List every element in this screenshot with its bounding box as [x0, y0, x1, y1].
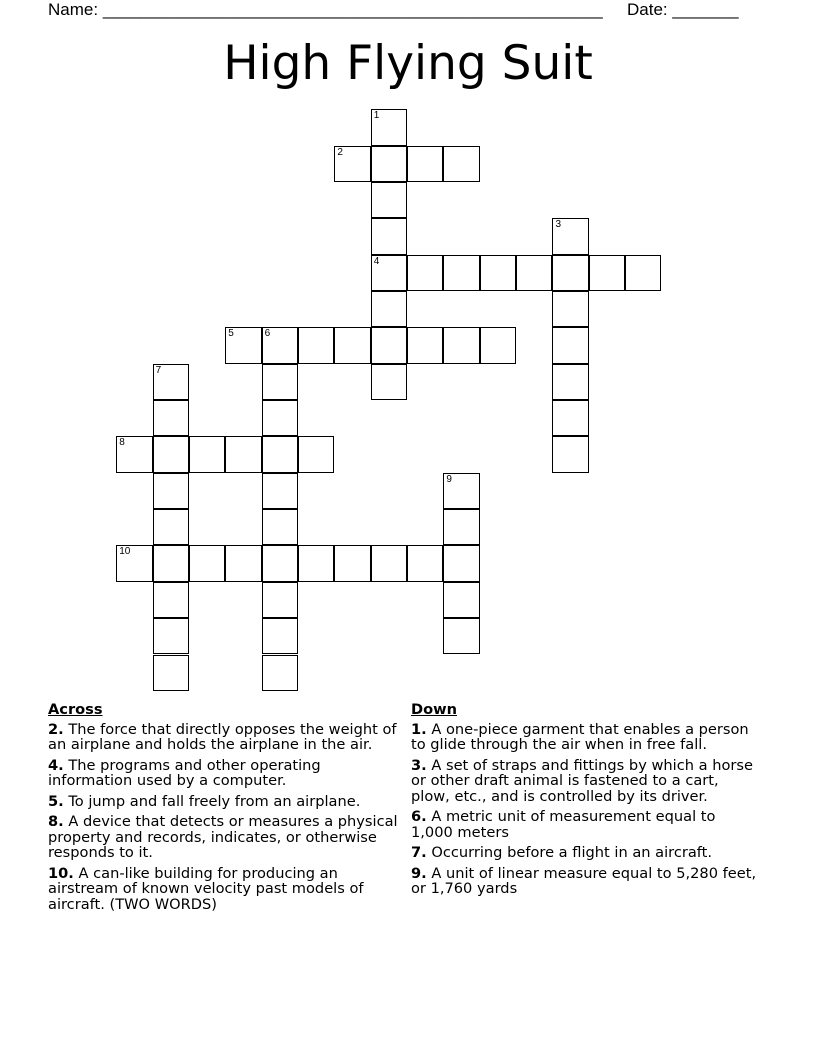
- grid-cell[interactable]: [407, 146, 443, 182]
- grid-cell[interactable]: [298, 545, 334, 581]
- clue-text: A set of straps and fittings by which a horse or other draft animal is fastened to a cart, plow, etc., and is controlled by its driver.: [411, 756, 753, 805]
- clue-text: Occurring before a flight in an aircraft.: [431, 844, 713, 861]
- grid-cell[interactable]: [262, 436, 298, 472]
- grid-cell[interactable]: [189, 436, 225, 472]
- grid-cell[interactable]: [552, 218, 588, 254]
- down-heading: Down: [411, 701, 458, 718]
- grid-cell[interactable]: [153, 582, 189, 618]
- grid-cell[interactable]: [407, 255, 443, 291]
- grid-cell[interactable]: [371, 291, 407, 327]
- grid-cell[interactable]: [625, 255, 661, 291]
- across-clue: [48, 758, 398, 789]
- grid-cell[interactable]: [153, 545, 189, 581]
- clue-text: A can-like building for producing an airstream of known velocity past models of aircraft. (TWO WORDS): [48, 864, 364, 913]
- grid-cell[interactable]: [443, 545, 479, 581]
- grid-cell[interactable]: [552, 255, 588, 291]
- across-heading: Across: [48, 701, 103, 718]
- grid-cell[interactable]: [334, 146, 370, 182]
- across-clue: [48, 866, 398, 913]
- clue-number: 2: [337, 146, 343, 158]
- clue-number-label: 7.: [411, 844, 427, 861]
- date-field[interactable]: [627, 0, 739, 20]
- page-title: High Flying Suit: [223, 36, 593, 91]
- clue-text: The force that directly opposes the weight of an airplane and holds the airplane in the air.: [48, 720, 397, 753]
- grid-cell[interactable]: [262, 473, 298, 509]
- grid-cell[interactable]: [407, 545, 443, 581]
- down-clue: [411, 809, 761, 840]
- grid-cell[interactable]: [443, 327, 479, 363]
- grid-cell[interactable]: [262, 400, 298, 436]
- grid-cell[interactable]: [189, 545, 225, 581]
- grid-cell[interactable]: [153, 400, 189, 436]
- grid-cell[interactable]: [480, 255, 516, 291]
- grid-cell[interactable]: [443, 146, 479, 182]
- clue-number-label: 8.: [48, 813, 64, 830]
- grid-cell[interactable]: [407, 327, 443, 363]
- name-label: Name:: [48, 0, 99, 19]
- grid-cell[interactable]: [262, 545, 298, 581]
- clue-number: 7: [155, 364, 162, 376]
- clue-number-label: 6.: [411, 808, 427, 825]
- grid-cell[interactable]: [153, 618, 189, 654]
- grid-cell[interactable]: [516, 255, 552, 291]
- clue-number-label: 5.: [48, 792, 64, 810]
- grid-cell[interactable]: [589, 255, 625, 291]
- clue-number: 10: [119, 546, 131, 558]
- grid-cell[interactable]: [153, 509, 189, 545]
- grid-cell[interactable]: [371, 545, 407, 581]
- grid-cell[interactable]: [298, 436, 334, 472]
- grid-cell[interactable]: [371, 255, 407, 291]
- grid-cell[interactable]: [225, 436, 261, 472]
- grid-cell[interactable]: [262, 655, 298, 691]
- grid-cell[interactable]: [225, 545, 261, 581]
- name-line: ______________________________________________________: [102, 0, 603, 19]
- clue-text: A metric unit of measurement equal to 1,000 meters: [411, 808, 716, 841]
- clue-text: A one-piece garment that enables a person to glide through the air when in free fall.: [411, 720, 749, 753]
- name-field[interactable]: [48, 0, 603, 20]
- grid-cell[interactable]: [443, 582, 479, 618]
- grid-cell[interactable]: [153, 473, 189, 509]
- clue-number-label: 10.: [48, 864, 74, 882]
- grid-cell[interactable]: [371, 327, 407, 363]
- grid-cell[interactable]: [153, 655, 189, 691]
- clue-number-label: 1.: [411, 720, 427, 738]
- grid-cell[interactable]: [443, 473, 479, 509]
- grid-cell[interactable]: [153, 436, 189, 472]
- clue-number: 4: [373, 255, 380, 267]
- grid-cell[interactable]: [443, 255, 479, 291]
- grid-cell[interactable]: [334, 545, 370, 581]
- grid-cell[interactable]: [153, 364, 189, 400]
- grid-cell[interactable]: [552, 364, 588, 400]
- clue-number-label: 9.: [411, 864, 427, 882]
- clue-number: 3: [555, 219, 561, 231]
- grid-cell[interactable]: [298, 327, 334, 363]
- down-clue: [411, 866, 761, 897]
- clue-number: 5: [228, 328, 234, 340]
- clue-number-label: 4.: [48, 756, 64, 774]
- grid-cell[interactable]: [334, 327, 370, 363]
- clue-text: The programs and other operating information used by a computer.: [48, 756, 321, 789]
- clue-number: 1: [373, 110, 380, 122]
- grid-cell[interactable]: [116, 545, 152, 581]
- across-clues: [48, 702, 398, 917]
- grid-cell[interactable]: [371, 109, 407, 145]
- clue-text: To jump and fall freely from an airplane.: [68, 792, 361, 810]
- grid-cell[interactable]: [116, 436, 152, 472]
- grid-cell[interactable]: [262, 509, 298, 545]
- grid-cell[interactable]: [480, 327, 516, 363]
- grid-cell[interactable]: [262, 582, 298, 618]
- grid-cell[interactable]: [443, 618, 479, 654]
- clue-number: 6: [264, 328, 271, 340]
- clue-text: A unit of linear measure equal to 5,280 feet, or 1,760 yards: [411, 864, 757, 897]
- grid-cell[interactable]: [552, 400, 588, 436]
- grid-cell[interactable]: [371, 146, 407, 182]
- down-clue: [411, 758, 761, 805]
- clue-number-label: 3.: [411, 756, 427, 774]
- down-clues: [411, 702, 761, 902]
- clue-text: A device that detects or measures a physical property and records, indicates, or otherwise responds to it.: [48, 813, 398, 861]
- grid-cell[interactable]: [262, 327, 298, 363]
- grid-cell[interactable]: [552, 327, 588, 363]
- down-clue: [411, 845, 761, 861]
- grid-cell[interactable]: [371, 182, 407, 218]
- clue-number: 8: [119, 437, 125, 449]
- across-clue: [48, 814, 398, 861]
- date-label: Date:: [627, 0, 668, 19]
- grid-cell[interactable]: [552, 436, 588, 472]
- grid-cell[interactable]: [371, 364, 407, 400]
- grid-cell[interactable]: [552, 291, 588, 327]
- grid-cell[interactable]: [262, 618, 298, 654]
- across-clue: [48, 794, 398, 810]
- clue-number-label: 2.: [48, 720, 64, 738]
- across-clue: [48, 722, 398, 753]
- date-line: _______: [672, 0, 739, 19]
- grid-cell[interactable]: [262, 364, 298, 400]
- grid-cell[interactable]: [443, 509, 479, 545]
- grid-cell[interactable]: [225, 327, 261, 363]
- clue-number: 9: [446, 473, 452, 485]
- down-clue: [411, 722, 761, 753]
- grid-cell[interactable]: [371, 218, 407, 254]
